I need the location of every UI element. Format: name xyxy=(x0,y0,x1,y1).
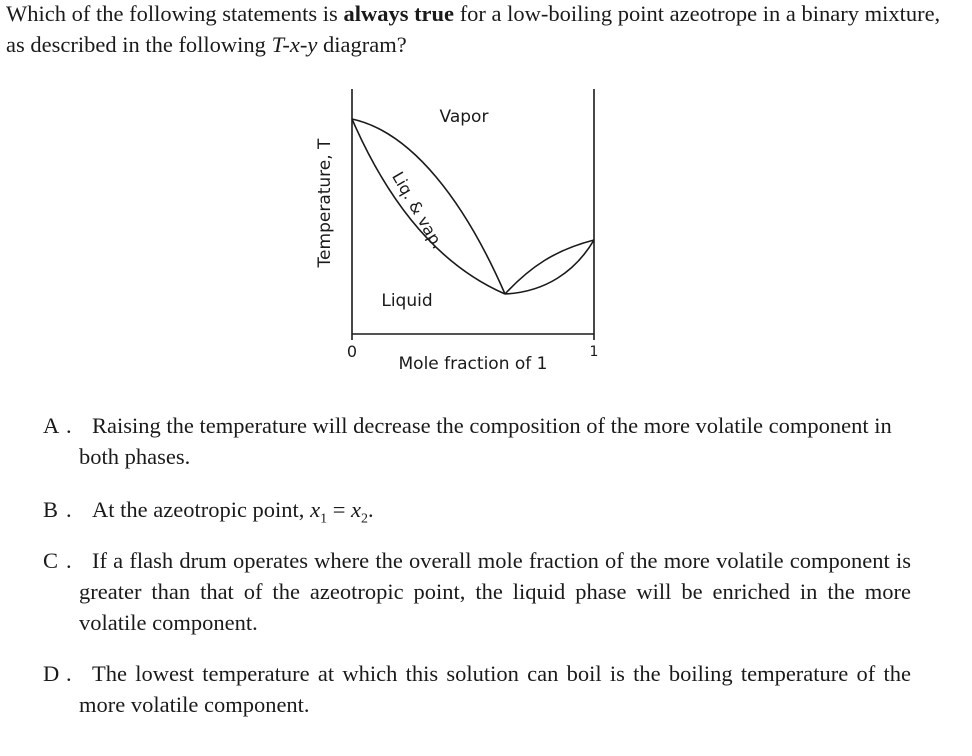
option-c-dot: . xyxy=(66,548,72,573)
option-b[interactable] xyxy=(43,494,923,526)
dew-curve-right xyxy=(505,240,594,294)
option-d-letter: D xyxy=(43,661,60,686)
option-b-sub2: 2 xyxy=(361,511,369,527)
option-c-text: If a flash drum operates where the overall mole fraction of the more volatile component is greater than that of the azeotropic point, the liquid phase will be enriched in the more volatile component. xyxy=(79,548,911,635)
option-b-text xyxy=(92,494,892,535)
option-c[interactable] xyxy=(43,545,923,641)
region-label-two-phase: Liq. & vap. xyxy=(388,168,448,253)
x-axis-min-label: 0 xyxy=(346,342,358,361)
question-prefix: Which of the following statements is xyxy=(6,1,344,26)
bubble-curve-left xyxy=(352,119,505,294)
question-diagram-name: T-x-y xyxy=(271,32,318,57)
question-suffix: diagram? xyxy=(317,32,407,57)
option-a-dot: . xyxy=(66,413,72,438)
option-b-letter: B xyxy=(43,497,59,522)
option-d-dot: . xyxy=(66,661,72,686)
option-a[interactable] xyxy=(43,410,923,474)
question-text xyxy=(6,0,956,60)
option-b-dot: . xyxy=(66,497,72,522)
region-label-vapor: Vapor xyxy=(439,107,489,127)
y-axis-label: Temperature, T xyxy=(315,138,335,268)
region-label-liquid: Liquid xyxy=(381,291,433,311)
option-b-x1: x xyxy=(310,497,321,522)
bubble-curve-right xyxy=(505,240,594,294)
question-emphasis: always true xyxy=(343,1,455,26)
txy-diagram xyxy=(300,82,640,382)
option-b-eq: = xyxy=(327,497,352,522)
x-axis-max-label: 1 xyxy=(589,344,599,360)
option-a-letter: A xyxy=(43,413,60,438)
option-b-sub1: 1 xyxy=(320,511,328,527)
question-middle: for a low-boiling point azeotrope in a binary mixture, as described in the following xyxy=(6,1,941,57)
dew-curve-left xyxy=(352,119,505,294)
option-d-text: The lowest temperature at which this solution can boil is the boiling temperature of the more volatile component. xyxy=(79,661,911,717)
option-d[interactable] xyxy=(43,658,923,722)
option-b-end: . xyxy=(368,497,374,522)
x-axis-label: Mole fraction of 1 xyxy=(398,354,548,374)
txy-diagram-svg xyxy=(300,82,640,382)
option-b-x2: x xyxy=(351,497,362,522)
option-c-letter: C xyxy=(43,548,59,573)
option-b-prefix: At the azeotropic point, xyxy=(92,497,311,522)
option-a-text: Raising the temperature will decrease the composition of the more volatile component in both phases. xyxy=(79,413,892,469)
